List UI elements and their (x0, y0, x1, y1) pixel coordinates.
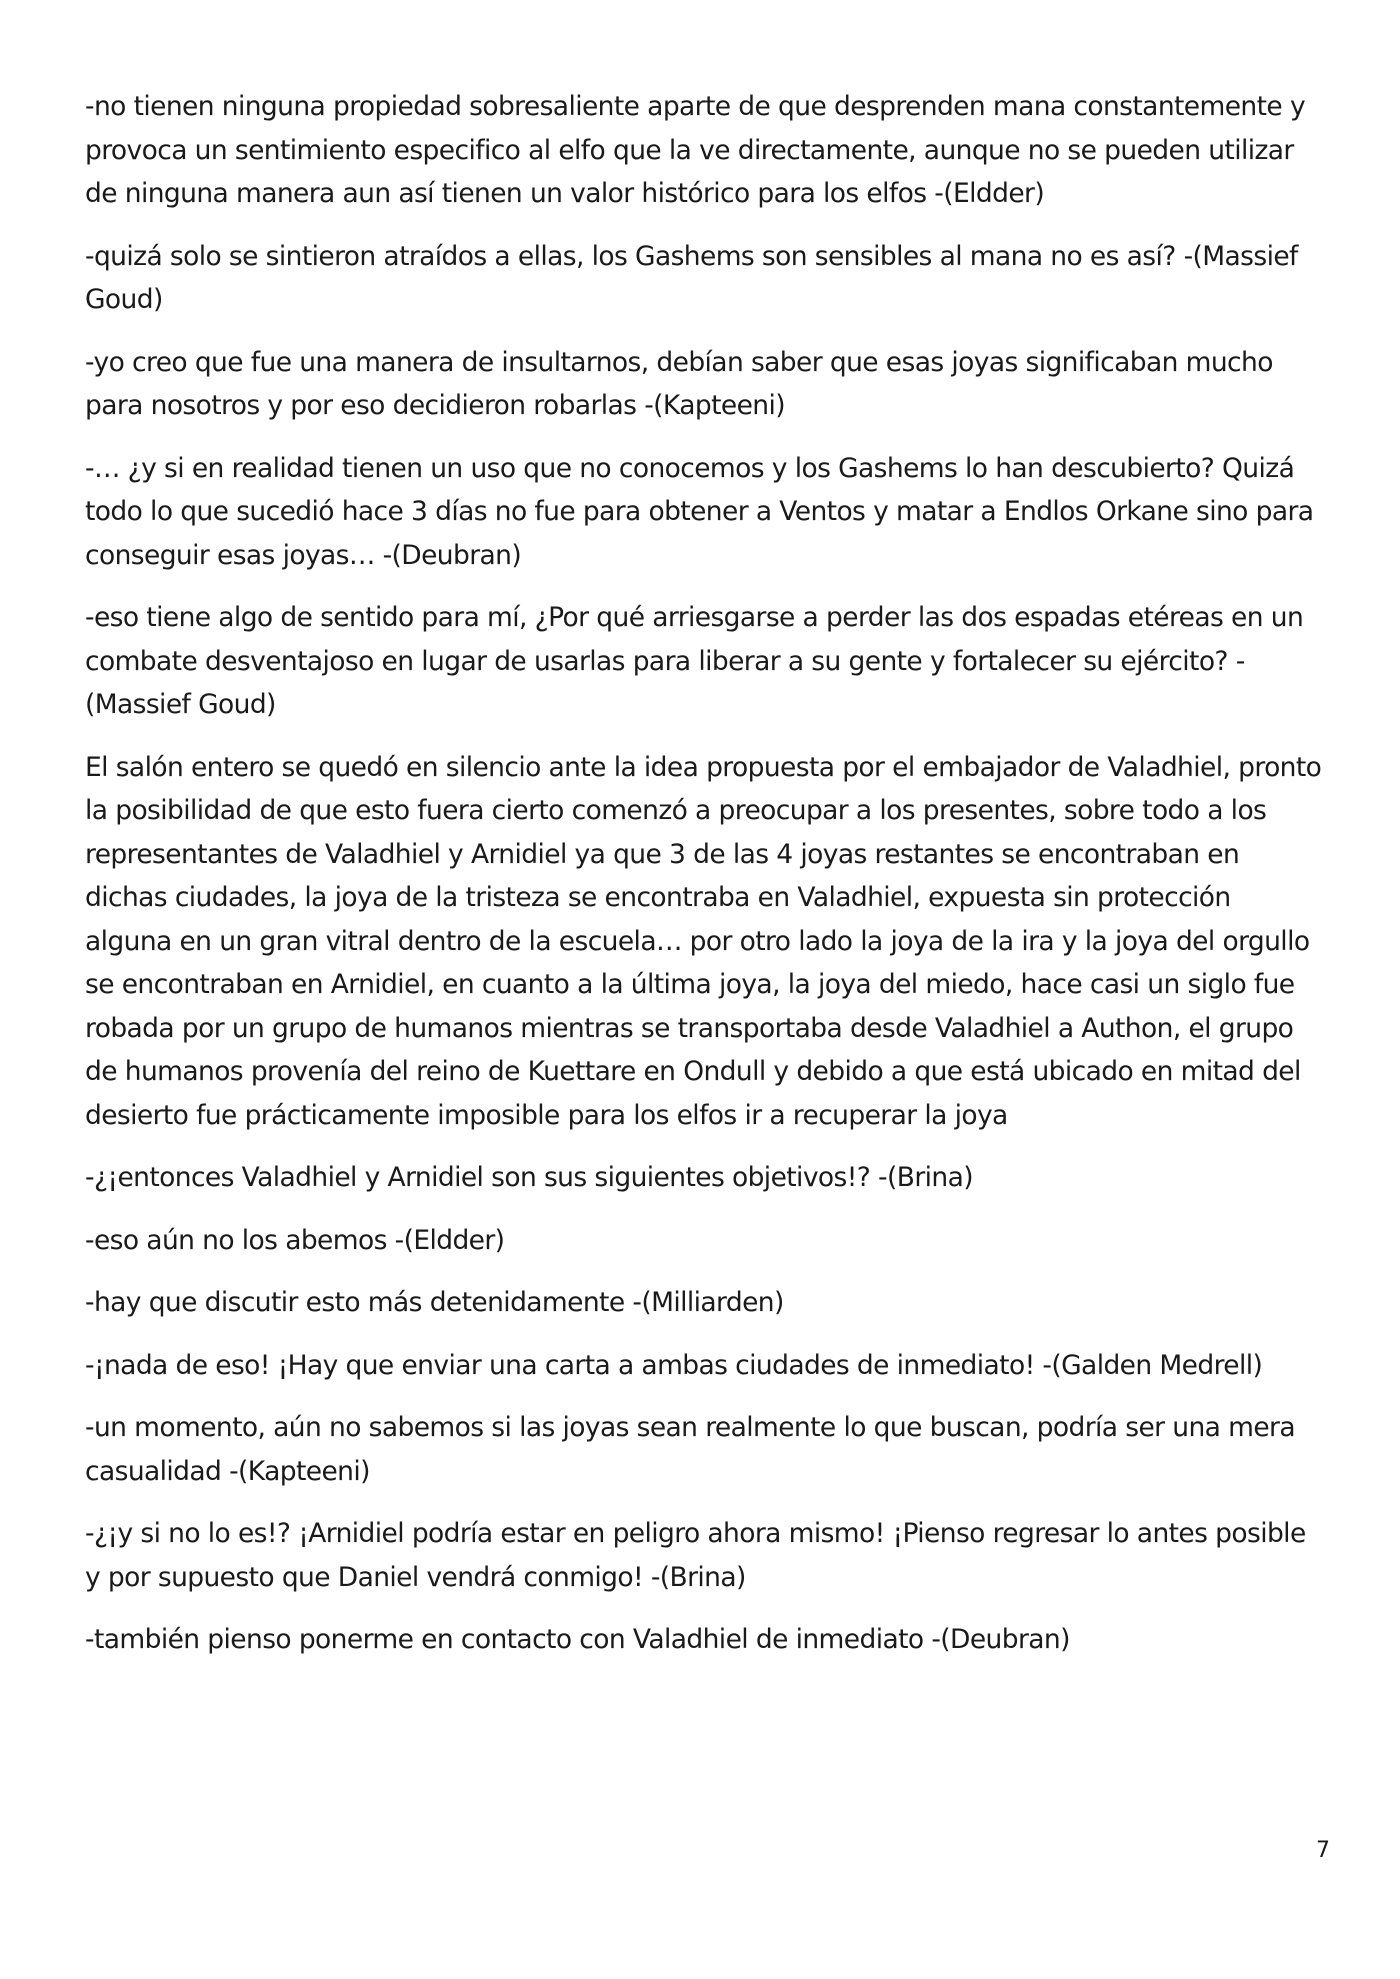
paragraph: -yo creo que fue una manera de insultarnos, debían saber que esas joyas significaban mucho para nosotros y por eso decidieron robarlas -(Kapteeni) (85, 346, 1273, 421)
paragraph: -hay que discutir esto más detenidamente -(Milliarden) (85, 1287, 784, 1318)
paragraph: -eso tiene algo de sentido para mí, ¿Por qué arriesgarse a perder las dos espadas etéreas en un combate desventajoso en lugar de usarlas para liberar a su gente y fortalecer su ejército? -(Massief Goud) (85, 602, 1304, 720)
paragraph: -¿¡y si no lo es!? ¡Arnidiel podría estar en peligro ahora mismo! ¡Pienso regresar lo antes posible y por supuesto que Daniel vendrá conmigo! -(Brina) (85, 1518, 1306, 1593)
paragraph: -no tienen ninguna propiedad sobresaliente aparte de que desprenden mana constantemente y provoca un sentimiento especifico al elfo que la ve directamente, aunque no se pueden utilizar de ninguna manera aun así tienen un valor histórico para los elfos -(Eldder) (85, 91, 1306, 209)
document-body (85, 85, 1325, 1681)
paragraph: -eso aún no los abemos -(Eldder) (85, 1224, 505, 1256)
narrative-paragraph: El salón entero se quedó en silencio ante la idea propuesta por el embajador de Valadhiel, pronto la posibilidad de que esto fuera cierto comenzó a preocupar a los presentes, sobre todo a los representantes de Valadhiel y Arnidiel ya que 3 de las 4 joyas restantes se encontraban en dichas ciudades, la joya de la tristeza se encontraba en Valadhiel, expuesta sin protección alguna en un gran vitral dentro de la escuela… por otro lado la joya de la ira y la joya del orgullo se encontraban en Arnidiel, en cuanto a la última joya, la joya del miedo, hace casi un siglo fue robada por un grupo de humanos mientras se transportaba desde Valadhiel a Authon, el grupo de humanos provenía del reino de Kuettare en Ondull y debido a que está ubicado en mitad del desierto fue prácticamente imposible para los elfos ir a recuperar la joya (85, 751, 1322, 1131)
paragraph: -¡nada de eso! ¡Hay que enviar una carta a ambas ciudades de inmediato! -(Galden Medrell) (85, 1349, 1263, 1381)
paragraph: -quizá solo se sintieron atraídos a ellas, los Gashems son sensibles al mana no es así? -(Massief Goud) (85, 240, 1298, 315)
paragraph: -un momento, aún no sabemos si las joyas sean realmente lo que buscan, podría ser una mera casualidad -(Kapteeni) (85, 1412, 1295, 1487)
paragraph: -… ¿y si en realidad tienen un uso que no conocemos y los Gashems lo han descubierto? Quizá todo lo que sucedió hace 3 días no fue para obtener a Ventos y matar a Endlos Orkane sino para conseguir esas joyas… -(Deubran) (85, 452, 1314, 571)
paragraph: -¿¡entonces Valadhiel y Arnidiel son sus siguientes objetivos!? -(Brina) (85, 1162, 973, 1193)
paragraph: -también pienso ponerme en contacto con Valadhiel de inmediato -(Deubran) (85, 1624, 1070, 1655)
page-number: 7 (1316, 1838, 1330, 1863)
